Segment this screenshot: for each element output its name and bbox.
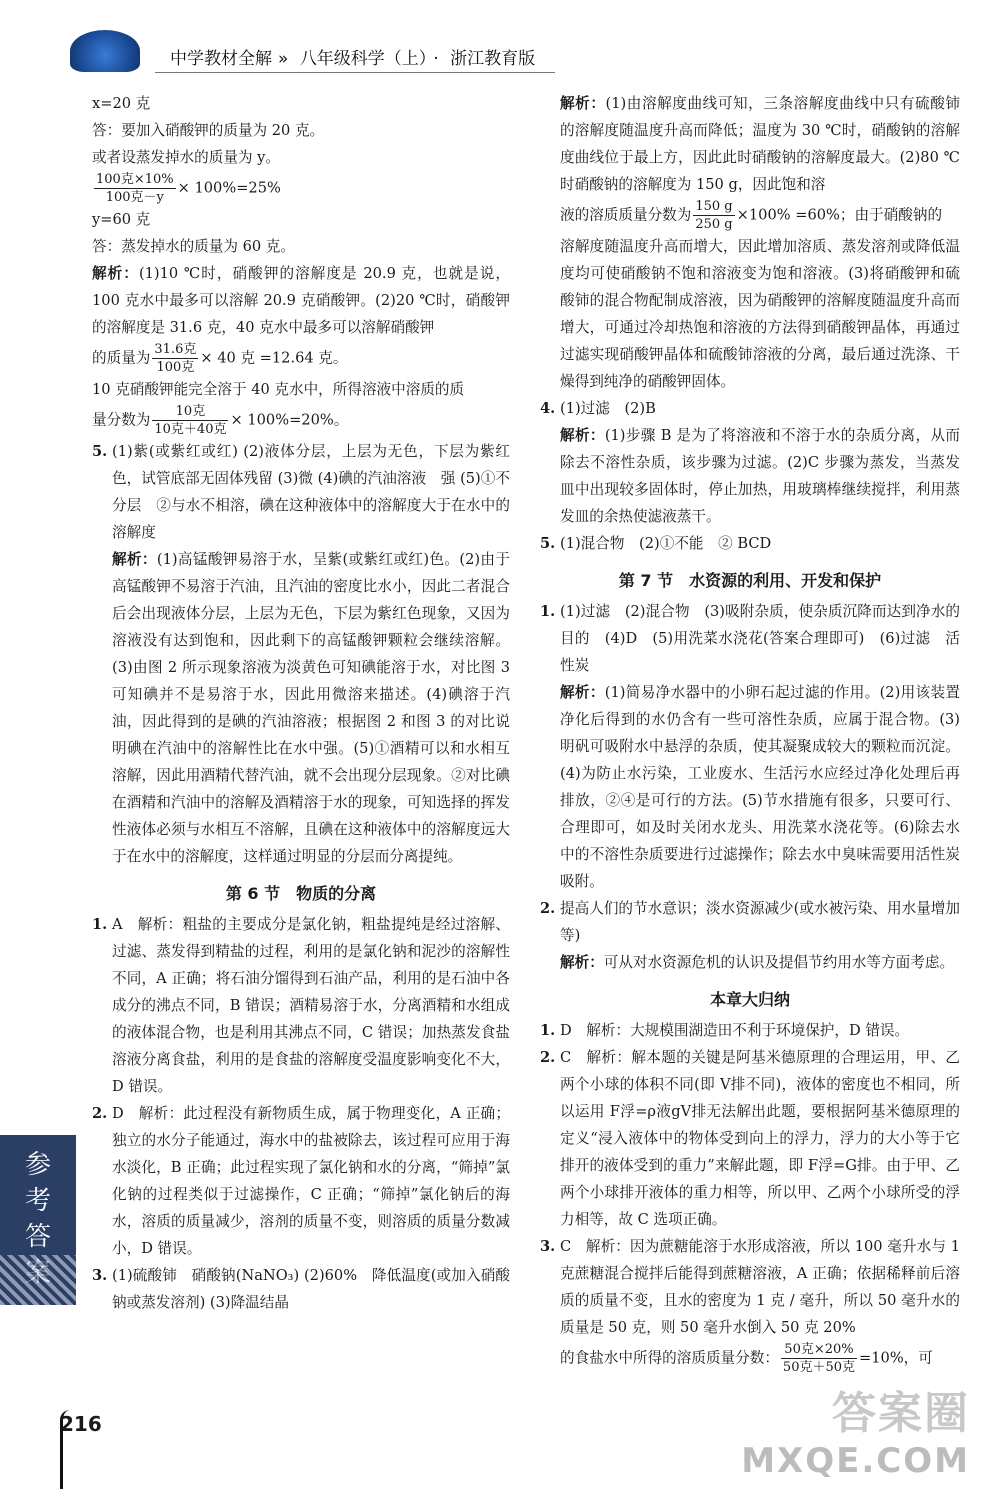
equation-line: 的质量为 $\frac{\text{31.6克}}{\text{100克}}$ × 40 克 =12.64 克。 [92, 342, 348, 375]
analysis-paragraph: 解析：(1)高锰酸钾易溶于水，呈紫(或紫红或红)色。(2)由于高锰酸钾不易溶于汽油，且汽油的密度比水小，因此二者混合后会出现液体分层，上层为无色，下层为紫红色现象，又因为溶液没有达到饱和，因此剩下的高锰酸钾颗粒会继续溶解。(3)由图 2 所示现象溶液为淡黄色可知碘能溶于水，对比图 3 可知碘并不是易溶于水，因此用微溶来描述。(4)碘溶于汽油，因此得到的是碘的汽油溶液；根据图 2 和图 3 的对比说明碘在汽油中的溶解性比在水中强。(5)①酒精可以和水相互溶解，因此用酒精代替汽油，就不会出现分层现象。②对比碘在酒精和汽油中的溶解及酒精溶于水的现象，可知选择的挥发性液体必须与水相互不溶解，且碘在这种液体中的溶解度远大于在水中的溶解度，这样通过明显的分层而分离提纯。 [112, 551, 510, 865]
book-name: 中学教材全解 [170, 49, 272, 69]
header-title [170, 44, 541, 69]
question-item: 2. 提高人们的节水意识；淡水资源减少(或水被污染、用水量增加等) [540, 900, 960, 944]
answer-line: y=60 克 [92, 211, 151, 228]
fraction: $\frac{\text{31.6克}}{\text{100克}}$ [154, 342, 197, 375]
book-logo-icon [70, 30, 140, 72]
answer-line: 或者设蒸发掉水的质量为 y。 [92, 149, 281, 166]
equation-line: $\frac{\text{100克×10\%}}{\text{100克－y}}$ × 100%=25% [96, 172, 281, 205]
fraction: $\frac{\text{10克}}{\text{10克＋40克}}$ [154, 404, 227, 437]
analysis-paragraph: 解析：(1)由溶解度曲线可知，三条溶解度曲线中只有硫酸铈的溶解度随温度升高而降低；温度为 30 ℃时，硝酸钠的溶解度曲线位于最上方，因此此时硝酸钠的溶解度最大。(2)80 ℃时硝酸钠的溶解度为 150 g，因此饱和溶 [560, 95, 960, 193]
question-5: 5. (1)紫(或紫红或红) (2)液体分层，上层为无色，下层为紫红色，试管底部无固体残留 (3)微 (4)碘的汽油溶液 强 (5)①不分层 ②与水不相溶，碘在这种液体中的溶解度大于在水中的溶解度 [92, 443, 510, 541]
question-item: 1. D 解析：大规模围湖造田不利于环境保护，D 错误。 [540, 1022, 910, 1039]
header-rule [155, 72, 555, 73]
answer-line: x=20 克 [92, 95, 151, 112]
question-item: 2. C 解析：解本题的关键是阿基米德原理的合理运用，甲、乙两个小球的体积不同(即 V排不同)，液体的密度也不相同，所以运用 F浮=ρ液gV排无法解出此题，要根据阿基米德原理的定义“浸入液体中的物体受到向上的浮力，浮力的大小等于它排开的液体受到的重力”来解此题，即 F浮=G排。由于甲、乙两个小球排开液体的重力相等，所以甲、乙两个小球所受的浮力相等，故 C 选项正确。 [540, 1049, 960, 1228]
question-item: 3. C 解析：因为蔗糖能溶于水形成溶液，所以 100 毫升水与 1 克蔗糖混合搅拌后能得到蔗糖溶液，A 正确；依据稀释前后溶质的质量不变，且水的密度为 1 克 / 毫升，所以 50 毫升水的质量是 50 克，则 50 毫升水倒入 50 克 20% [540, 1238, 960, 1336]
course-name: 八年级科学（上） [299, 49, 428, 69]
fraction: $\frac{\text{50克×20\%}}{\text{50克＋50克}}$ [782, 1342, 856, 1375]
question-item: 3. (1)硫酸铈 硝酸钠(NaNO₃) (2)60% 降低温度(或加入硝酸钠或蒸发溶剂) (3)降温结晶 [92, 1267, 510, 1311]
equation-line: 的食盐水中所得的溶质质量分数： $\frac{\text{50克×20\%}}{\text{50克＋50克}}$ =10%，可 [560, 1342, 933, 1375]
analysis-paragraph: 解析：(1)步骤 B 是为了将溶液和不溶于水的杂质分离，从而除去不溶性杂质，该步骤为过滤。(2)C 步骤为蒸发，当蒸发皿中出现较多固体时，停止加热，用玻璃棒继续搅拌，利用蒸发皿的余热使滤液蒸干。 [560, 427, 960, 525]
question-item: 5. (1)混合物 (2)①不能 ② BCD [540, 535, 772, 552]
question-item: 1. A 解析：粗盐的主要成分是氯化钠，粗盐提纯是经过溶解、过滤、蒸发得到精盐的过程，利用的是氯化钠和泥沙的溶解性不同，A 正确；将石油分馏得到石油产品，利用的是石油中各成分的沸点不同，B 错误；酒精易溶于水，分离酒精和水组成的液体混合物，也是利用其沸点不同，C 错误；加热蒸发食盐溶液分离食盐，利用的是食盐的溶解度受温度影响变化不大，D 错误。 [92, 916, 510, 1095]
fraction: $\frac{\text{100克×10\%}}{\text{100克－y}}$ [96, 172, 174, 205]
analysis-paragraph: 10 克硝酸钾能完全溶于 40 克水中，所得溶液中溶质的质 [92, 381, 465, 398]
answer-line: 答：要加入硝酸钾的质量为 20 克。 [92, 122, 325, 139]
analysis-paragraph: 解析：(1)简易净水器中的小卵石起过滤的作用。(2)用该装置净化后得到的水仍含有一些可溶性杂质，应属于混合物。(3)明矾可吸附水中悬浮的杂质，使其凝聚成较大的颗粒而沉淀。(4)为防止水污染，工业废水、生活污水应经过净化处理后再排放，②④是可行的方法。(5)节水措施有很多，只要可行、合理即可，如及时关闭水龙头、用洗菜水浇花等。(6)除去水中的不溶性杂质要进行过滤操作；除去水中臭味需要用活性炭吸附。 [560, 684, 960, 890]
page-header [0, 0, 1000, 80]
question-item: 4. (1)过滤 (2)B [540, 400, 656, 417]
edition-name: 浙江教育版 [450, 49, 536, 69]
equation-line: 量分数为 $\frac{\text{10克}}{\text{10克＋40克}}$ × 100%=20%。 [92, 404, 349, 437]
header-separator: » [278, 49, 289, 69]
analysis-paragraph: 解析：(1)10 ℃时，硝酸钾的溶解度是 20.9 克，也就是说，100 克水中最多可以溶解 20.9 克硝酸钾。(2)20 ℃时，硝酸钾的溶解度是 31.6 克，40 克水中最多可以溶解硝酸钾 [92, 265, 510, 336]
header-dot: · [433, 49, 439, 69]
analysis-paragraph: 解析：可从对水资源危机的认识及提倡节约用水等方面考虑。 [560, 954, 955, 971]
left-column [92, 90, 510, 1316]
equation-line: 液的溶质质量分数为 $\frac{150 g}{250 g}$ ×100% =60%；由于硝酸钠的 [560, 199, 943, 232]
watermark-logo-text: 答案圈 [832, 1388, 970, 1439]
right-column [540, 90, 960, 1376]
answer-line: 答：蒸发掉水的质量为 60 克。 [92, 238, 295, 255]
section-heading: 本章大归纳 [709, 990, 790, 1009]
page-number: 216 [60, 1412, 102, 1436]
watermark-url: MXQE.COM [741, 1441, 970, 1481]
section-heading: 第 6 节 物质的分离 [225, 884, 377, 903]
side-tab [0, 1135, 76, 1305]
side-tab-label: 参考答 [24, 1150, 51, 1252]
fraction: $\frac{150 g}{250 g}$ [695, 199, 733, 232]
watermark [741, 1377, 970, 1481]
question-item: 2. D 解析：此过程没有新物质生成，属于物理变化，A 正确；独立的水分子能通过，海水中的盐被除去，该过程可应用于海水淡化，B 正确；此过程实现了氯化钠和水的分离，“筛掉”氯化钠的过程类似于过滤操作，C 正确；“筛掉”氯化钠后的海水，溶质的质量减少，溶剂的质量不变，则溶质的质量分数减小，D 错误。 [92, 1105, 510, 1257]
analysis-paragraph: 溶解度随温度升高而增大，因此增加溶质、蒸发溶剂或降低温度均可使硝酸钠不饱和溶液变为饱和溶液。(3)将硝酸钾和硫酸铈的混合物配制成溶液，因为硝酸钾的溶解度随温度升高而增大，可通过冷却热饱和溶液的方法得到硝酸钾晶体，再通过过滤实现硝酸钾晶体和硫酸铈溶液的分离，最后通过洗涤、干燥得到纯净的硝酸钾固体。 [560, 238, 960, 390]
side-tab-pattern [0, 1255, 76, 1305]
section-heading: 第 7 节 水资源的利用、开发和保护 [618, 571, 882, 590]
question-item: 1. (1)过滤 (2)混合物 (3)吸附杂质，使杂质沉降而达到净水的目的 (4)D (5)用洗菜水浇花(答案合理即可) (6)过滤 活性炭 [540, 603, 960, 674]
